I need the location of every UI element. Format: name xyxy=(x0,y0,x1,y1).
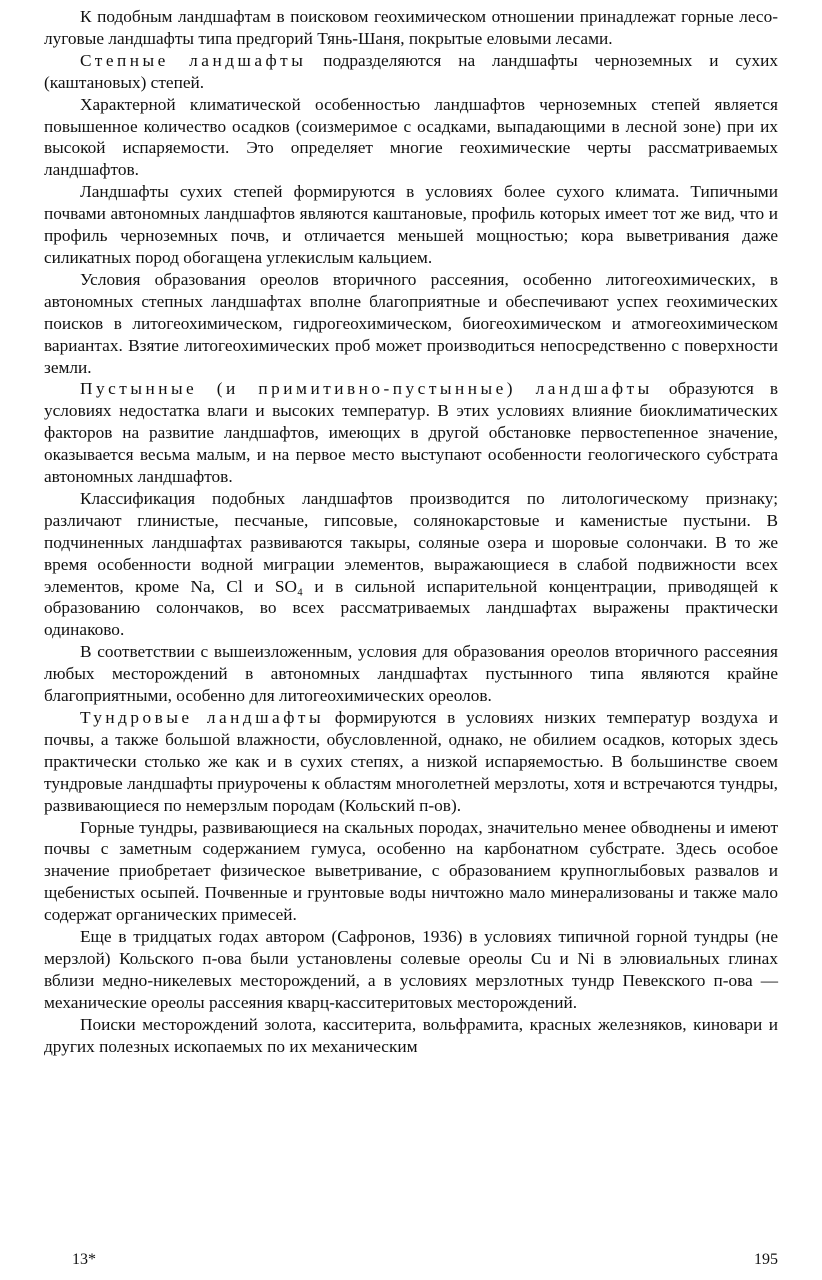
paragraph-9 xyxy=(44,707,778,817)
paragraph-2 xyxy=(44,50,778,94)
paragraph-4 xyxy=(44,181,778,269)
printer-signature: 13* xyxy=(72,1251,96,1268)
paragraph-7 xyxy=(44,488,778,641)
paragraph-6 xyxy=(44,378,778,488)
paragraph-12 xyxy=(44,1014,778,1058)
paragraph-text: К подобным ландшафтам в поисковом геохимическом отношении принадлежат горные лесо-луговые ландшафты типа предгорий Тянь-Шаня, покрытые еловыми лесами. xyxy=(44,7,778,48)
section-lead-tundra: Тундровые ландшафты xyxy=(80,708,325,727)
paragraph-text: Классификация подобных ландшафтов производится по литологическому признаку; различают глинистые, песчаные, гипсовые, солянокарстовые и каменистые пустыни. В подчиненных ландшафтах развиваются такыры, соляные озера и шоровые солончаки. В то же время особенности водной миграции элементов, выражающиеся в слабой подвижности всех элементов, кроме Na, Cl и SO₄ и в сильной испарительной концентрации, приводящей к образованию солончаков, во всех рассматриваемых ландшафтах выражены практически одинаково. xyxy=(44,488,778,640)
paragraph-10 xyxy=(44,817,778,927)
paragraph-text: формируются в условиях низких температур воздуха и почвы, а также большой влажности, обусловленной, однако, не обилием осадков, которых здесь практически столько же как и в сухих степях, а низкой испаряемостью. В большинстве своем тундровые ландшафты приурочены к областям многолетней мерзлоты, хотя и встречаются тундры, развивающиеся по немерзлым породам (Кольский п-ов). xyxy=(44,708,779,815)
paragraph-text: образуются в условиях недостатка влаги и высоких температур. В этих условиях влияние биоклиматических факторов на развитие ландшафтов, имеющих в другой обстановке первостепенное значение, оказывается весьма малым, и на первое место выступают особенности геологического субстрата автономных ландшафтов. xyxy=(44,379,779,487)
paragraph-text: Еще в тридцатых годах автором (Сафронов, 1936) в условиях типичной горной тундры (не мерзлой) Кольского п-ова были установлены солевые ореолы Cu и Ni в элювиальных глинах вблизи медно-никелевых месторождений, а в условиях мерзлотных тундр Певекского п-ова — механические ореолы рассеяния кварц-касситеритовых месторождений. xyxy=(44,927,778,1012)
page-body xyxy=(44,6,778,1058)
page-footer xyxy=(44,1249,778,1271)
paragraph-text: Поиски месторождений золота, касситерита, вольфрамита, красных железняков, киновари и других полезных ископаемых по их механическим xyxy=(44,1014,778,1056)
paragraph-3 xyxy=(44,94,778,182)
paragraph-1 xyxy=(44,6,778,50)
paragraph-text: В соответствии с вышеизложенным, условия для образования ореолов вторичного рассеяния любых месторождений в автономных ландшафтах пустынного типа являются крайне благоприятными, особенно для литогеохимических ореолов. xyxy=(44,642,778,706)
section-lead-steppe: Степные ландшафты xyxy=(80,50,307,70)
paragraph-text: подразделяются на ландшафты черноземных и сухих (каштановых) степей. xyxy=(44,50,778,92)
section-lead-desert: Пустынные (и примитивно-пустынные) ландшафты xyxy=(80,379,653,399)
paragraph-8 xyxy=(44,641,778,707)
paragraph-text: Ландшафты сухих степей формируются в условиях более сухого климата. Типичными почвами автономных ландшафтов являются каштановые, профиль которых имеет тот же вид, что и профиль черноземных почв, и отличается меньшей мощностью; кора выветривания даже силикатных пород обогащена углекислым кальцием. xyxy=(44,182,778,267)
page-number: 195 xyxy=(754,1251,778,1268)
paragraph-11 xyxy=(44,926,778,1014)
paragraph-text: Характерной климатической особенностью ландшафтов черноземных степей является повышенное количество осадков (соизмеримое с осадками, выпадающими в лесной зоне) при их высокой испаряемости. Это определяет многие геохимические черты рассматриваемых ландшафтов. xyxy=(44,94,778,180)
paragraph-text: Горные тундры, развивающиеся на скальных породах, значительно менее обводнены и имеют почвы с заметным содержанием гумуса, особенно на карбонатном субстрате. Здесь особое значение приобретает физическое выветривание, с образованием крупноглыбовых развалов и щебенистых осыпей. Почвенные и грунтовые воды ничтожно мало минерализованы и также мало содержат органических примесей. xyxy=(44,817,778,925)
paragraph-text: Условия образования ореолов вторичного рассеяния, особенно литогеохимических, в автономных степных ландшафтах вполне благоприятные и обеспечивают успех геохимических поисков в литогеохимическом, гидрогеохимическом, биогеохимическом и атмогеохимическом вариантах. Взятие литогеохимических проб может производиться непосредственно с поверхности земли. xyxy=(44,269,778,377)
paragraph-5 xyxy=(44,269,778,379)
